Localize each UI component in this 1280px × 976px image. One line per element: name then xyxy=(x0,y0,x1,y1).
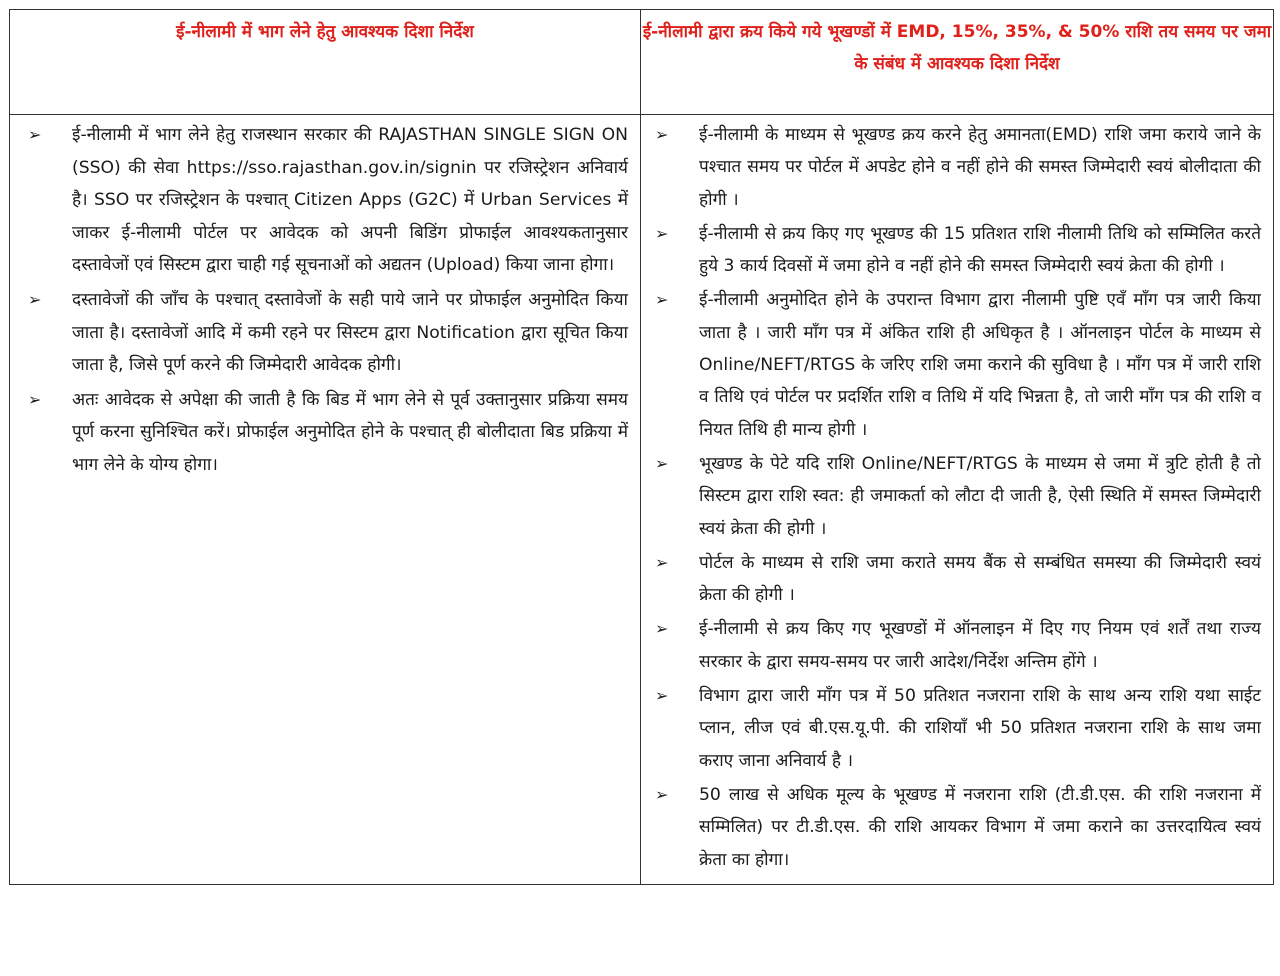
list-item xyxy=(10,384,628,482)
list-item xyxy=(10,284,628,382)
arrow-bullet-icon: ➢ xyxy=(655,125,669,144)
left-points-list xyxy=(10,115,640,490)
arrow-bullet-icon: ➢ xyxy=(28,125,42,144)
header-row xyxy=(10,10,1274,115)
right-header-cell xyxy=(641,10,1274,115)
arrow-bullet-icon: ➢ xyxy=(28,389,42,409)
point-text: ई-नीलामी में भाग लेने हेतु राजस्थान सरकार की RAJASTHAN SINGLE SIGN ON (SSO) की सेवा https://sso.rajasthan.gov.in/signin पर रजिस्ट्रेशन अनिवार्य है। SSO पर रजिस्ट्रेशन के पश्चात् Citizen Apps (G2C) में Urban Services में जाकर ई-नीलामी पोर्टल पर आवेदक को अपनी बिडिंग प्रोफाईल आवश्यकतानुसार दस्तावेजों एवं सिस्टम द्वारा चाही गई सूचनाओं को अद्यतन (Upload) किया जाना होगा। xyxy=(72,125,628,276)
left-header-title: ई-नीलामी में भाग लेने हेतु आवश्यक दिशा निर्देश xyxy=(176,22,474,42)
point-text: ई-नीलामी से क्रय किए गए भूखण्डों में ऑनलाइन में दिए गए नियम एवं शर्तें तथा राज्य सरकार के द्वारा समय-समय पर जारी आदेश/निर्देश अन्तिम होंगे । xyxy=(699,619,1261,672)
body-row xyxy=(10,115,1274,885)
guidelines-table xyxy=(9,9,1274,885)
list-item xyxy=(641,613,1261,678)
arrow-bullet-icon: ➢ xyxy=(655,453,669,473)
list-item xyxy=(641,448,1261,545)
list-item xyxy=(641,119,1261,216)
list-item xyxy=(641,779,1261,876)
list-item xyxy=(10,119,628,282)
point-text: 50 लाख से अधिक मूल्य के भूखण्ड में नजराना राशि (टी.डी.एस. की राशि नजराना में सम्मिलित) पर टी.डी.एस. की राशि आयकर विभाग में जमा कराने का उत्तरदायित्व स्वयं क्रेता का होगा। xyxy=(699,784,1261,870)
right-header-title: ई-नीलामी द्वारा क्रय किये गये भूखण्डों में EMD, 15%, 35%, & 50% राशि तय समय पर जमा के संबंध में आवश्यक दिशा निर्देश xyxy=(642,22,1272,74)
arrow-bullet-icon: ➢ xyxy=(655,223,669,243)
point-text: पोर्टल के माध्यम से राशि जमा कराते समय बैंक से सम्बंधित समस्या की जिम्मेदारी स्वयं क्रेता की होगी । xyxy=(699,552,1261,606)
point-text: विभाग द्वारा जारी माँग पत्र में 50 प्रतिशत नजराना राशि के साथ अन्य राशि यथा साईट प्लान, लीज एवं बी.एस.यू.पी. की राशियाँ भी 50 प्रतिशत नजराना राशि के साथ जमा कराए जाना अनिवार्य है । xyxy=(699,686,1261,771)
arrow-bullet-icon: ➢ xyxy=(655,552,669,572)
arrow-bullet-icon: ➢ xyxy=(655,290,669,310)
arrow-bullet-icon: ➢ xyxy=(28,289,42,309)
point-text: भूखण्ड के पेटे यदि राशि Online/NEFT/RTGS के माध्यम से जमा में त्रुटि होती है तो सिस्टम द्वारा राशि स्वत: ही जमाकर्ता को लौटा दी जाती है, ऐसी स्थिति में समस्त जिम्मेदारी स्वयं क्रेता की होगी । xyxy=(699,453,1261,539)
right-points-list xyxy=(641,115,1273,884)
point-text: ई-नीलामी अनुमोदित होने के उपरान्त विभाग द्वारा नीलामी पुष्टि एवँ माँग पत्र जारी किया जाता है । जारी माँग पत्र में अंकित राशि ही अधिकृत है । ऑनलाइन पोर्टल के माध्यम से Online/NEFT/RTGS के जरिए राशि जमा कराने की सुविधा है । माँग पत्र में जारी राशि व तिथि एवं पोर्टल पर प्रदर्शित राशि व तिथि में यदि भिन्नता है, तो जारी माँग पत्र की राशि व नियत तिथि ही मान्य होगी । xyxy=(699,290,1261,440)
point-text: ई-नीलामी से क्रय किए गए भूखण्ड की 15 प्रतिशत राशि नीलामी तिथि को सम्मिलित करते हुये 3 कार्य दिवसों में जमा होने व नहीं होने की समस्त जिम्मेदारी स्वयं क्रेता की होगी । xyxy=(699,223,1261,277)
point-text: दस्तावेजों की जाँच के पश्चात् दस्तावेजों के सही पाये जाने पर प्रोफाईल अनुमोदित किया जाता है। दस्तावेजों आदि में कमी रहने पर सिस्टम द्वारा Notification द्वारा सूचित किया जाता है, जिसे पूर्ण करने की जिम्मेदारी आवेदक होगी। xyxy=(72,289,628,376)
list-item xyxy=(641,218,1261,283)
right-body-cell xyxy=(641,115,1274,885)
arrow-bullet-icon: ➢ xyxy=(655,784,669,804)
left-body-cell xyxy=(10,115,641,885)
list-item xyxy=(641,284,1261,445)
arrow-bullet-icon: ➢ xyxy=(655,619,669,639)
arrow-bullet-icon: ➢ xyxy=(655,686,669,706)
left-header-cell xyxy=(10,10,641,115)
point-text: अतः आवेदक से अपेक्षा की जाती है कि बिड में भाग लेने से पूर्व उक्तानुसार प्रक्रिया समय पूर्ण करना सुनिश्चित करें। प्रोफाईल अनुमोदित होने के पश्चात् ही बोलीदाता बिड प्रक्रिया में भाग लेने के योग्य होगा। xyxy=(72,389,628,475)
list-item xyxy=(641,680,1261,777)
list-item xyxy=(641,547,1261,612)
point-text: ई-नीलामी के माध्यम से भूखण्ड क्रय करने हेतु अमानता(EMD) राशि जमा कराये जाने के पश्चात समय पर पोर्टल में अपडेट होने व नहीं होने की समस्त जिम्मेदारी स्वयं बोलीदाता की होगी । xyxy=(699,125,1261,210)
